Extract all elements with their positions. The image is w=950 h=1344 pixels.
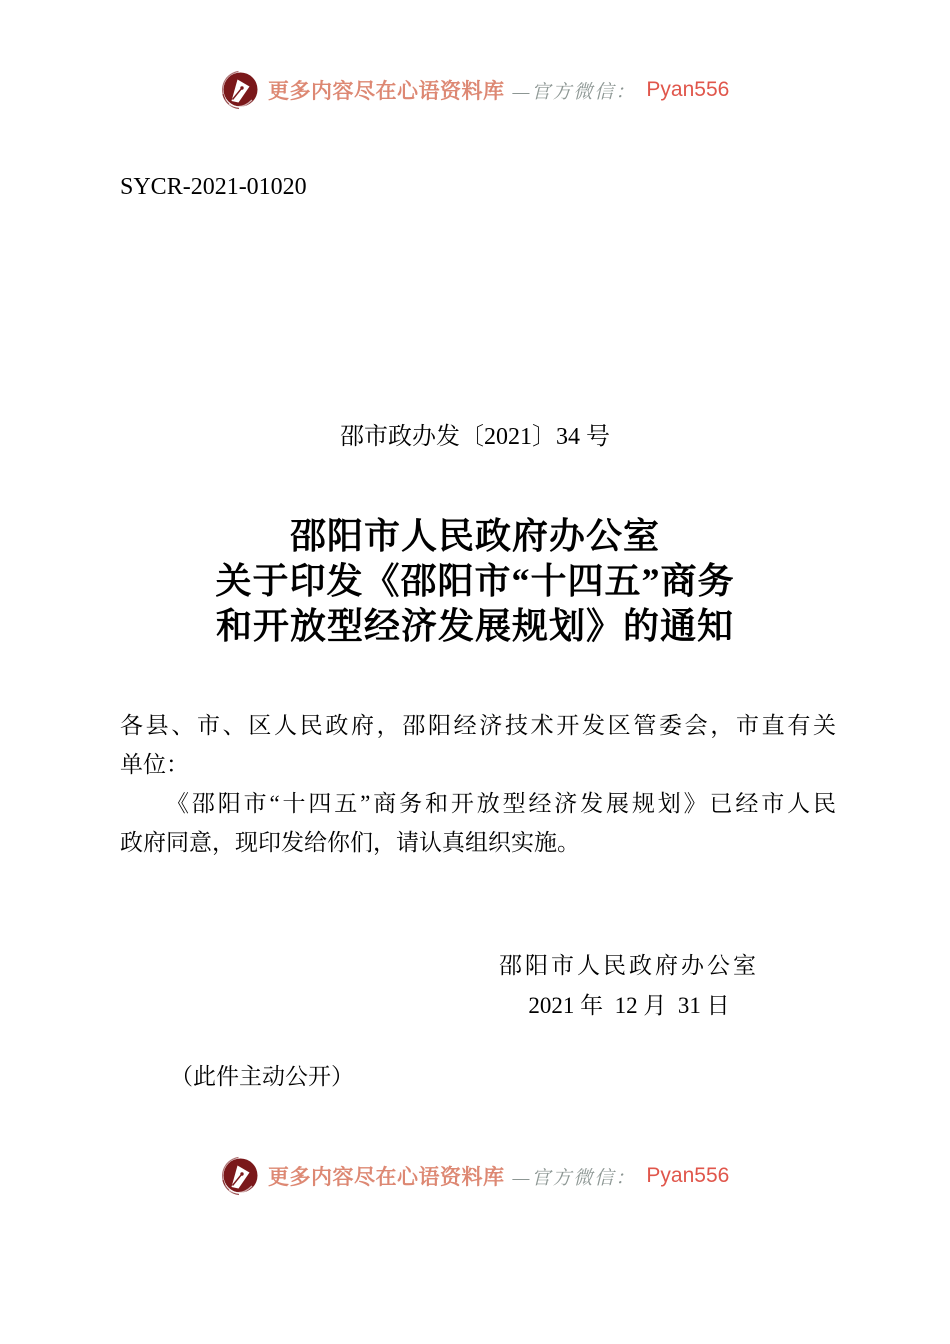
watermark-channel-text: —官方微信： <box>512 1167 637 1189</box>
title-line: 和开放型经济发展规划》的通知 <box>215 606 734 646</box>
document-index-code: SYCR-2021-01020 <box>120 174 307 200</box>
pen-nib-seal-icon <box>218 1154 262 1198</box>
watermark-account-text: Pyan556 <box>646 1164 730 1187</box>
title-line: 关于印发《邵阳市“十四五”商务 <box>215 561 735 601</box>
disclosure-note: （此件主动公开） <box>170 1064 354 1089</box>
body-line: 《邵阳市“十四五”商务和开放型经济发展规划》已经市人民 <box>166 791 836 816</box>
pen-nib-seal-icon <box>218 68 262 112</box>
signature-block <box>498 946 760 1026</box>
signature-date: 2021 年 12 月 31 日 <box>528 993 730 1018</box>
title-line: 邵阳市人民政府办公室 <box>289 516 660 556</box>
body-line: 单位： <box>120 752 189 777</box>
watermark-brand-text: 更多内容尽在心语资料库 <box>268 79 505 103</box>
body-text <box>120 706 836 862</box>
signature-org: 邵阳市人民政府办公室 <box>499 953 759 978</box>
document-ref-number: 邵市政办发〔2021〕34 号 <box>340 424 610 450</box>
header-watermark <box>218 68 729 112</box>
watermark-channel-text: —官方微信： <box>512 81 637 103</box>
document-title <box>0 514 950 649</box>
body-line: 各县、市、区人民政府，邵阳经济技术开发区管委会，市直有关 <box>120 713 836 738</box>
watermark-account-text: Pyan556 <box>646 78 730 101</box>
footer-watermark <box>218 1154 729 1198</box>
watermark-brand-text: 更多内容尽在心语资料库 <box>268 1165 505 1189</box>
body-line: 政府同意，现印发给你们，请认真组织实施。 <box>120 830 580 855</box>
